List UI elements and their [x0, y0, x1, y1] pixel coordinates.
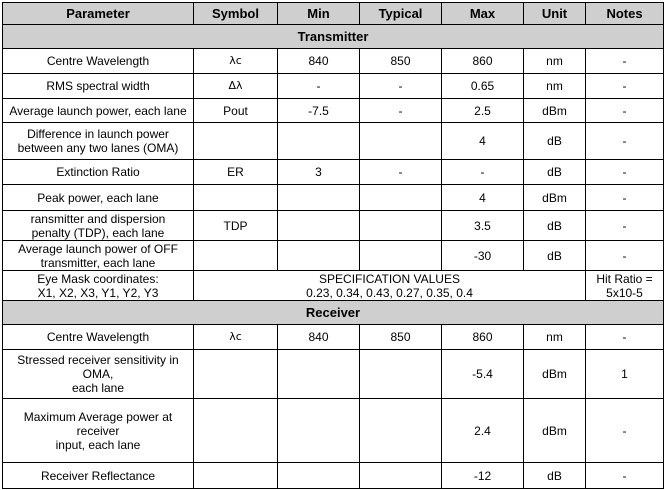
cell-min — [278, 350, 360, 399]
cell-symbol — [194, 185, 278, 211]
cell-unit: dB — [524, 211, 586, 241]
cell-typical — [360, 211, 442, 241]
cell-symbol: λc — [194, 325, 278, 350]
header-row — [3, 3, 664, 25]
table-row — [3, 160, 664, 185]
table-row — [3, 399, 664, 463]
cell-parameter: Peak power, each lane — [3, 185, 194, 211]
table-row — [3, 99, 664, 123]
cell-max: 2.5 — [442, 99, 524, 123]
table-row — [3, 325, 664, 350]
eye-mask-row — [3, 271, 664, 301]
cell-notes: - — [586, 463, 664, 489]
cell-unit: dBm — [524, 350, 586, 399]
cell-unit: dB — [524, 123, 586, 160]
cell-max: -12 — [442, 463, 524, 489]
cell-min: 840 — [278, 325, 360, 350]
header-min: Min — [278, 3, 360, 25]
cell-parameter: Centre Wavelength — [3, 325, 194, 350]
cell-parameter: Average launch power, each lane — [3, 99, 194, 123]
cell-typical — [360, 185, 442, 211]
header-symbol: Symbol — [194, 3, 278, 25]
cell-min: 3 — [278, 160, 360, 185]
cell-notes: - — [586, 325, 664, 350]
cell-max: 2.4 — [442, 399, 524, 463]
cell-notes: - — [586, 211, 664, 241]
cell-symbol — [194, 463, 278, 489]
cell-typical: - — [360, 160, 442, 185]
table-row — [3, 211, 664, 241]
cell-max: 860 — [442, 49, 524, 74]
cell-notes: - — [586, 49, 664, 74]
cell-typical — [360, 123, 442, 160]
cell-unit: nm — [524, 325, 586, 350]
cell-max: 0.65 — [442, 74, 524, 99]
header-notes: Notes — [586, 3, 664, 25]
cell-symbol: TDP — [194, 211, 278, 241]
cell-notes: - — [586, 123, 664, 160]
cell-max: - — [442, 160, 524, 185]
table-row — [3, 49, 664, 74]
header-parameter: Parameter — [3, 3, 194, 25]
cell-notes: - — [586, 399, 664, 463]
cell-typical: - — [360, 74, 442, 99]
section-row-receiver — [3, 301, 664, 325]
header-max: Max — [442, 3, 524, 25]
specification-table — [2, 2, 664, 489]
cell-min — [278, 211, 360, 241]
spec-values: 0.23, 0.34, 0.43, 0.27, 0.35, 0.4 — [306, 285, 473, 300]
cell-parameter: Stressed receiver sensitivity in OMA, each lane — [3, 350, 194, 399]
cell-typical — [360, 463, 442, 489]
cell-symbol: Pout — [194, 99, 278, 123]
cell-symbol: Δλ — [194, 74, 278, 99]
section-row-transmitter — [3, 25, 664, 49]
table-row — [3, 123, 664, 160]
cell-min: -7.5 — [278, 99, 360, 123]
cell-unit: dBm — [524, 185, 586, 211]
header-unit: Unit — [524, 3, 586, 25]
cell-symbol — [194, 399, 278, 463]
cell-unit: nm — [524, 74, 586, 99]
cell-unit: dBm — [524, 399, 586, 463]
cell-parameter: Centre Wavelength — [3, 49, 194, 74]
cell-typical — [360, 399, 442, 463]
cell-symbol — [194, 241, 278, 271]
cell-parameter: Difference in launch power between any two lanes (OMA) — [3, 123, 194, 160]
cell-min: 840 — [278, 49, 360, 74]
cell-parameter: RMS spectral width — [3, 74, 194, 99]
section-title-receiver: Receiver — [3, 301, 664, 325]
cell-notes: - — [586, 99, 664, 123]
cell-parameter: Extinction Ratio — [3, 160, 194, 185]
cell-typical: 850 — [360, 325, 442, 350]
table-row — [3, 241, 664, 271]
cell-unit: dBm — [524, 99, 586, 123]
cell-notes: - — [586, 241, 664, 271]
section-title-transmitter: Transmitter — [3, 25, 664, 49]
cell-symbol — [194, 123, 278, 160]
cell-min — [278, 185, 360, 211]
cell-min — [278, 399, 360, 463]
cell-parameter: ransmitter and dispersion penalty (TDP), each lane — [3, 211, 194, 241]
cell-parameter: Receiver Reflectance — [3, 463, 194, 489]
cell-min: - — [278, 74, 360, 99]
cell-unit: dB — [524, 160, 586, 185]
cell-parameter-eye-mask: Eye Mask coordinates: X1, X2, X3, Y1, Y2, Y3 — [3, 271, 194, 301]
table-row — [3, 185, 664, 211]
cell-symbol: λc — [194, 49, 278, 74]
cell-spec-values — [194, 271, 586, 301]
header-typical: Typical — [360, 3, 442, 25]
cell-max: 4 — [442, 185, 524, 211]
cell-notes: - — [586, 185, 664, 211]
cell-notes: - — [586, 74, 664, 99]
table-row — [3, 350, 664, 399]
cell-unit: dB — [524, 463, 586, 489]
cell-unit: nm — [524, 49, 586, 74]
cell-typical — [360, 241, 442, 271]
cell-min — [278, 463, 360, 489]
cell-typical: - — [360, 99, 442, 123]
cell-parameter: Maximum Average power at receiver input, each lane — [3, 399, 194, 463]
cell-unit: dB — [524, 241, 586, 271]
cell-notes: - — [586, 160, 664, 185]
cell-parameter: Average launch power of OFF transmitter, each lane — [3, 241, 194, 271]
cell-typical: 850 — [360, 49, 442, 74]
cell-max: -30 — [442, 241, 524, 271]
table-row — [3, 463, 664, 489]
cell-symbol — [194, 350, 278, 399]
cell-max: 3.5 — [442, 211, 524, 241]
cell-symbol: ER — [194, 160, 278, 185]
cell-min — [278, 241, 360, 271]
cell-notes: 1 — [586, 350, 664, 399]
cell-max: 860 — [442, 325, 524, 350]
cell-min — [278, 123, 360, 160]
table-row — [3, 74, 664, 99]
spec-title: SPECIFICATION VALUES — [319, 271, 460, 286]
cell-typical — [360, 350, 442, 399]
cell-notes-hit-ratio: Hit Ratio = 5x10-5 — [586, 271, 664, 301]
cell-max: 4 — [442, 123, 524, 160]
cell-max: -5.4 — [442, 350, 524, 399]
